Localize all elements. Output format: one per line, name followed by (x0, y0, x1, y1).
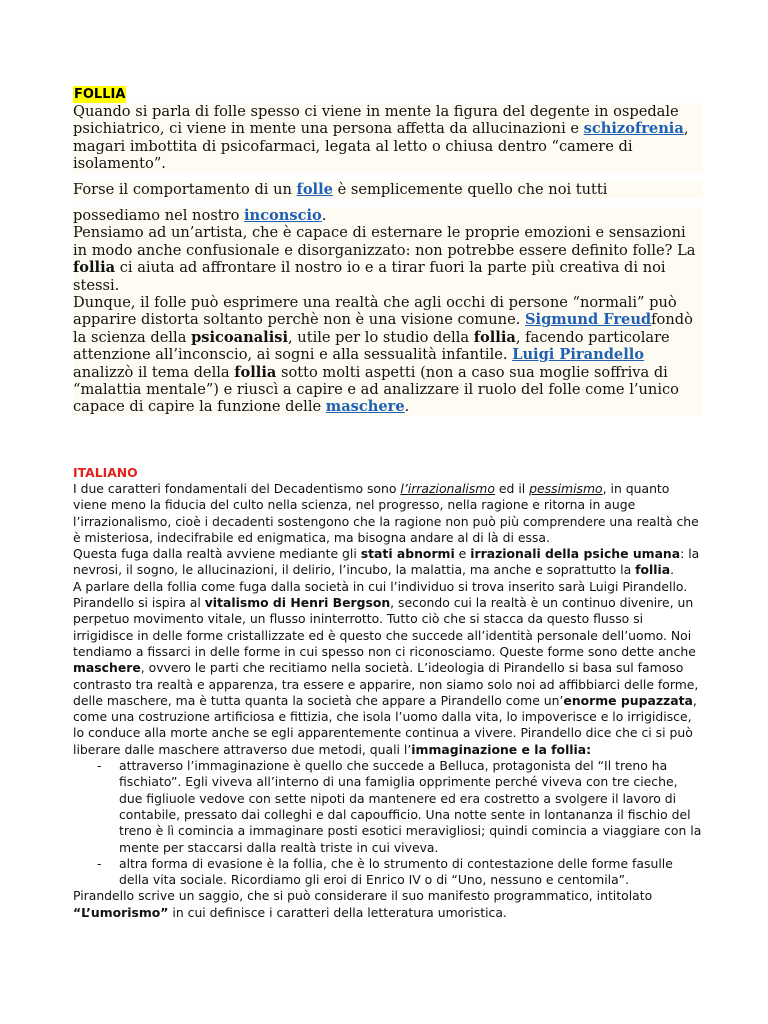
text: fondò la scienza della (73, 311, 693, 346)
text: , facendo particolare attenzione all’inconscio, ai sogni e alla sessualità infantile. (73, 328, 670, 364)
bold-follia: follia (635, 562, 671, 578)
link-inconscio[interactable]: inconscio (244, 207, 322, 224)
paragraph-umorismo (73, 888, 703, 921)
text: , utile per lo studio della (288, 328, 474, 346)
text: sotto molti aspetti (non a caso sua moglie soffriva di “malattia mentale”) e riuscì a capire e ad analizzare il ruolo del folle come l’unico capace di capire la funzione delle (73, 363, 679, 416)
section-heading-italiano: ITALIANO (73, 465, 138, 480)
list-item (73, 856, 703, 889)
bold-enorme-pupazzata: enorme pupazzata (563, 692, 693, 708)
text: ed il (494, 481, 530, 496)
text: ci aiuta ad affrontare il nostro io e a tirar fuori la parte più creativa di noi stessi. (73, 259, 666, 294)
paragraph-fuga (73, 546, 703, 579)
text: , ovvero le parti che recitiamo nella società. L’ideologia di Pirandello si basa sul famoso contrasto tra realtà e apparenza, tra essere e apparire, non siamo solo noi ad affibbiarci delle forme, delle maschere, ma è tutta quanta la società che appare a Pirandello come un’ (73, 660, 699, 708)
paragraph-folle (73, 181, 703, 198)
bullet-list (73, 758, 703, 888)
link-sigmund-freud[interactable]: Sigmund Freud (525, 311, 652, 329)
paragraph-intro (73, 103, 703, 173)
text: Questa fuga dalla realtà avviene mediante gli (73, 546, 361, 562)
text: Pirandello scrive un saggio, che si può considerare il suo manifesto programmatico, intitolato (73, 888, 653, 904)
paragraph-bergson (73, 595, 703, 758)
text: . (670, 562, 675, 578)
paragraph-inconscio (73, 207, 703, 416)
bold-follia: follia (234, 363, 277, 381)
bold-follia: follia (473, 328, 516, 346)
paragraph-pirandello-intro: A parlare della follia come fuga dalla società in cui l’individuo si trova inserito sarà Luigi Pirandello. (73, 578, 688, 594)
link-folle[interactable]: folle (296, 181, 333, 198)
text: . (321, 207, 327, 224)
text: , magari imbottita di psicofarmaci, legata al letto o chiusa dentro “camere di isolamento”. (73, 120, 689, 173)
text: in cui definisce i caratteri della letteratura umoristica. (168, 904, 507, 920)
text: Pensiamo ad un’artista, che è capace di esternare le proprie emozioni e sensazioni in modo anche confusionale e disorganizzato: non potrebbe essere definito folle? La (73, 224, 696, 259)
bold-psicoanalisi: psicoanalisi (191, 328, 289, 346)
bold-umorismo: “L’umorismo” (73, 904, 169, 920)
text: Quando si parla di folle spesso ci viene in mente la figura del degente in ospedale psichiatrico, ci viene in mente una persona affetta da allucinazioni e (73, 103, 679, 138)
text: Pirandello si ispira al (73, 595, 205, 611)
text: , come una costruzione artificiosa e fittizia, che isola l’uomo dalla vita, lo impoverisce e lo irrigidisce, lo conduce alla morte anche se egli apparentemente continua a vivere. Pirandello dice che ci si può liberare dalle maschere attraverso due metodi, quali l’ (73, 692, 697, 757)
bold-follia: follia (73, 259, 116, 277)
italic-pessimismo: pessimismo (529, 481, 603, 496)
text: è semplicemente quello che noi tutti (332, 181, 608, 198)
text: possediamo nel nostro (73, 207, 244, 224)
dash-marker: - (97, 855, 102, 871)
text: . (404, 398, 410, 416)
text: Forse il comportamento di un (73, 181, 297, 198)
list-item-text: attraverso l’immaginazione è quello che succede a Belluca, protagonista del “Il treno ha fischiato”. Egli viveva all’interno di una famiglia opprimente perché viveva con tre cieche, due figliuole vedove con sette nipoti da mantenere ed era costretto a svolgere il lavoro di contabile, pressato dai colleghi e dal capoufficio. Una notte sente in lontananza il fischio del treno è lì comincia a immaginare posti esotici meravigliosi; quindi comincia a viaggiare con la mente per staccarsi dalla realtà triste in cui viveva. (119, 758, 702, 855)
italic-irrazionalismo: l’irrazionalismo (400, 481, 495, 496)
paragraph-decadentismo (73, 481, 703, 546)
text: analizzò il tema della (73, 363, 235, 381)
bold-vitalismo: vitalismo di Henri Bergson (204, 595, 391, 611)
text: e (454, 546, 471, 562)
text: : la nevrosi, il sogno, le allucinazioni, il delirio, l’incubo, la malattia, ma anche e soprattutto la (73, 546, 700, 578)
link-luigi-pirandello[interactable]: Luigi Pirandello (512, 346, 645, 364)
title-follia: FOLLIA (74, 87, 126, 102)
list-item (73, 758, 703, 856)
text: Dunque, il folle può esprimere una realtà che agli occhi di persone “normali” può apparire distorta soltanto perchè non è una visione comune. (73, 294, 677, 329)
link-maschere[interactable]: maschere (325, 398, 405, 416)
bold-stati-abnormi: stati abnormi (360, 546, 455, 562)
bold-irrazionali: irrazionali della psiche umana (470, 546, 681, 562)
text: , secondo cui la realtà è un continuo divenire, un perpetuo movimento vitale, un flusso ininterrotto. Tutto ciò che si stacca da questo flusso si irrigidisce in delle forme cristallizzate ed è questo che succede all’identità personale dell’uomo. Noi tendiamo a fissarci in delle forme in cui spesso non ci riconosciamo. Queste forme sono dette anche (73, 595, 696, 659)
text: , in quanto viene meno la fiducia del culto nella scienza, nel progresso, nella ragione e ritorna in auge l’irrazionalismo, cioè i decadenti sostengono che la ragione non può più comprendere una realtà che è misteriosa, indecifrabile ed enigmatica, ma bisogna andare al di là di essa. (73, 481, 699, 545)
text: I due caratteri fondamentali del Decadentismo sono (73, 481, 401, 496)
bold-immaginazione-follia: immaginazione e la follia: (411, 741, 592, 757)
bold-maschere: maschere (73, 660, 141, 676)
link-schizofrenia[interactable]: schizofrenia (583, 120, 684, 138)
list-item-text: altra forma di evasione è la follia, che è lo strumento di contestazione delle forme fasulle della vita sociale. Ricordiamo gli eroi di Enrico IV o di “Uno, nessuno e centomila”. (119, 855, 673, 888)
section-italiano-body (73, 481, 703, 921)
dash-marker: - (97, 758, 102, 774)
